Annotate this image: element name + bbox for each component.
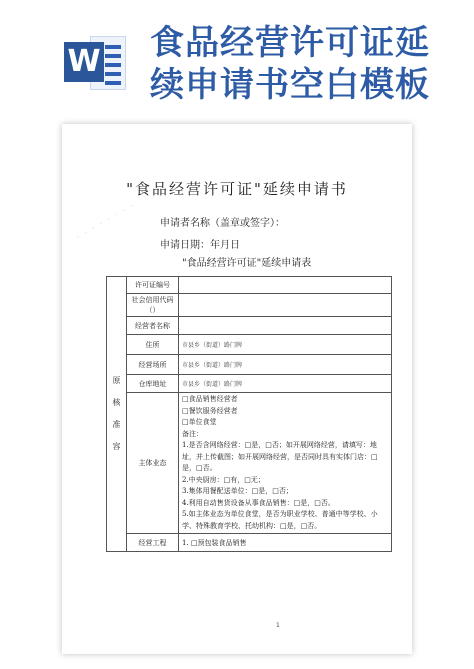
word-document-icon: [64, 30, 126, 96]
operator-name-field[interactable]: [179, 317, 392, 335]
application-form-table: [106, 276, 392, 552]
table-row: [107, 355, 392, 375]
table-row: [107, 393, 392, 534]
word-logo-letter: W: [64, 42, 104, 82]
subject-type-field[interactable]: □食品销售经营者 □餐饮服务经营者 □单位食堂 备注： 1.是否含网络经营：□是，□否；如开展网络经营，请填写：地 址，并上传截图；如开展网络经营，是否同时具有实体门店：□ 是，□否。 2.中央厨房：□有，□无； 3.集体用餐配送单位：□是，□否； 4.利用自动售货设备从事食品销售：□是，□否。 5.如主体业态为单位食堂，是否为职业学校、普通中等学校、小 学、特殊教育学校、托幼机构：□是，□否。: [179, 393, 392, 534]
row-label: 住所: [127, 335, 179, 355]
table-title: "食品经营许可证"延续申请表: [182, 258, 312, 269]
table-row: [107, 277, 392, 294]
warehouse-address-field[interactable]: 市县乡（街道）路门牌: [179, 375, 392, 393]
residence-field[interactable]: 市县乡（街道）路门牌: [179, 335, 392, 355]
table-row: [107, 335, 392, 355]
page-title: [150, 22, 470, 106]
table-row: [107, 534, 392, 552]
row-label: 经营场所: [127, 355, 179, 375]
table-row: [107, 317, 392, 335]
document-page: [62, 124, 412, 654]
applicant-name-line: 申请者名称（盖章或签字）：: [160, 218, 285, 229]
row-label: 社会信用代码（）: [127, 294, 179, 317]
row-label: 经营工程: [127, 534, 179, 552]
page-header: [0, 0, 474, 118]
original-approval-label: 原 核 准 容: [107, 277, 127, 552]
business-project-field[interactable]: 1. □预包装食品销售: [179, 534, 392, 552]
row-label: 经营者名称: [127, 317, 179, 335]
row-label: 主体业态: [127, 393, 179, 534]
table-row: [107, 375, 392, 393]
page-title-line-1: 食品经营许可证延: [150, 23, 430, 63]
document-heading: "食品经营许可证"延续申请书: [126, 180, 348, 198]
credit-code-field[interactable]: [179, 294, 392, 317]
table-row: [107, 294, 392, 317]
watermark: · · · · · · · ·: [72, 198, 139, 246]
application-date-line: 申请日期：年月日: [160, 240, 240, 251]
page-number: 1: [276, 622, 280, 629]
business-premises-field[interactable]: 市县乡（街道）路门牌: [179, 355, 392, 375]
row-label: 许可证编号: [127, 277, 179, 294]
license-number-field[interactable]: [179, 277, 392, 294]
page-title-line-2: 续申请书空白模板: [150, 65, 430, 105]
row-label: 仓库地址: [127, 375, 179, 393]
